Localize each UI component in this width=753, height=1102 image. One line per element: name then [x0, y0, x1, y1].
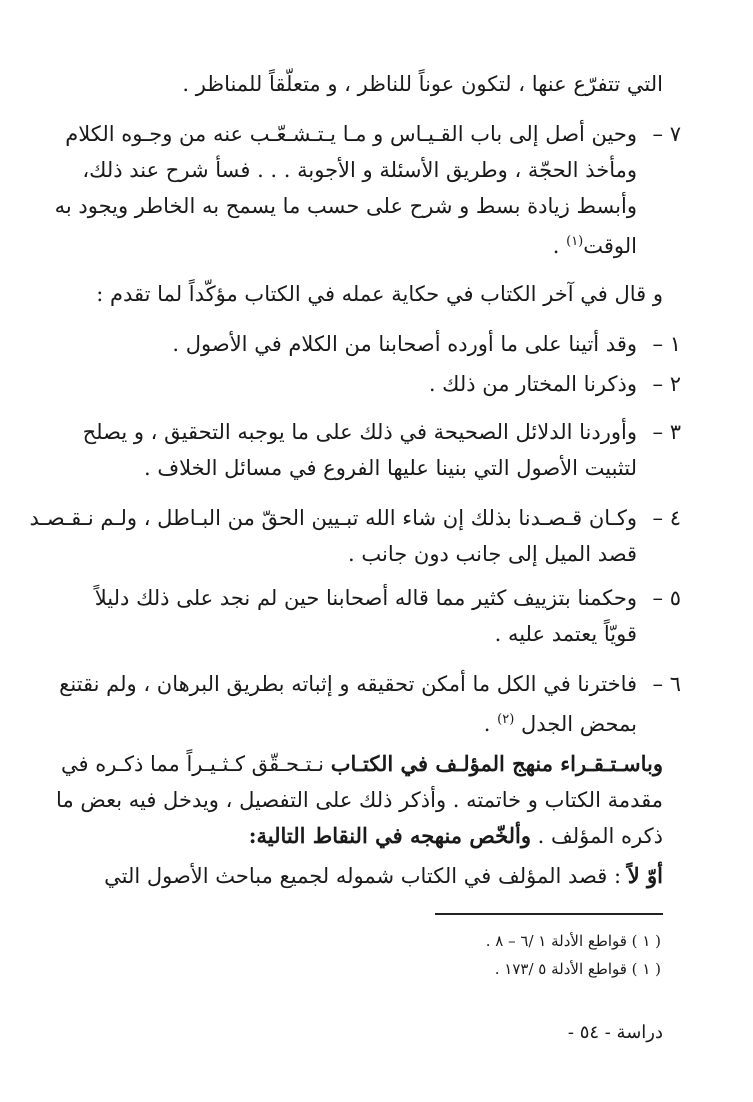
item-number: ١ – — [652, 332, 681, 356]
text-fragment: الوقت — [583, 234, 637, 258]
item-text — [60, 366, 637, 402]
text-line — [60, 746, 663, 782]
text-line: وقد أتينا على ما أورده أصحابنا من الكلام في الأصول . — [172, 332, 637, 356]
text-fragment: نـتـحـقّق كـثـيـراً مما ذكـره في — [61, 752, 331, 776]
list-item-4 — [29, 500, 681, 572]
text-line: ومأخذ الحجّة ، وطريق الأسئلة و الأجوبة . . . فسأ شرح عند ذلك، — [82, 158, 637, 182]
item-text — [60, 326, 637, 362]
text-line: الوقت$^{(١)}$ . — [552, 234, 637, 258]
intro-line: و قال في آخر الكتاب في حكاية عمله في الكتاب مؤكّداً لما تقدم : — [96, 282, 663, 306]
bold-lead: وباسـتـقـراء منهج المؤلـف في الكتـاب — [330, 751, 663, 776]
text-line: فاخترنا في الكل ما أمكن تحقيقه و إثباته بطريق البرهان ، ولم نقتنع — [59, 672, 637, 696]
item-number: ٥ – — [652, 586, 681, 610]
item-number: ٦ – — [652, 672, 681, 696]
item-number: ٣ – — [652, 420, 681, 444]
text-line: وأوردنا الدلائل الصحيحة في ذلك على ما يوجبه التحقيق ، و يصلح — [82, 420, 637, 444]
item-text — [60, 666, 637, 742]
text-fragment: بمحض الجدل — [520, 712, 637, 736]
footnote-ref: (٢) — [497, 712, 515, 727]
item-number: ٤ – — [652, 506, 681, 530]
paragraph-method — [56, 746, 663, 854]
footnote-divider — [435, 913, 663, 915]
bold-lead: أوّ لاً — [627, 863, 663, 888]
footnote-ref: (١) — [566, 234, 584, 249]
text-line — [60, 818, 663, 854]
text-line: بمحض الجدل $^{(٢)}$ . — [483, 712, 637, 736]
text-line: قصد الميل إلى جانب دون جانب . — [348, 542, 637, 566]
footnote-2: ( ١ ) قواطع الأدلة ٥ /١٧٣ . — [494, 960, 661, 978]
item-text — [29, 500, 637, 572]
text-line: قويّاً يعتمد عليه . — [494, 622, 637, 646]
text-line: وأبسط زيادة بسط و شرح على حسب ما يسمح به الخاطر ويجود به — [54, 194, 637, 218]
item-number: ٧ – — [652, 122, 681, 146]
text-line — [60, 858, 663, 894]
text-fragment: : قصد المؤلف في الكتاب شموله لجميع مباحث الأصول التي — [104, 864, 628, 888]
item-number: ٢ – — [652, 372, 681, 396]
footnote-1: ( ١ ) قواطع الأدلة ١ /٦ – ٨ . — [485, 932, 661, 950]
text-fragment: ذكره المؤلف . — [531, 824, 663, 848]
text-line: وحين أصل إلى باب القـيـاس و مـا يـتـشـعّـب عنه من وجـوه الكلام — [65, 122, 637, 146]
paragraph-first-point — [60, 858, 663, 894]
text-line: وكـان قـصـدنا بذلك إن شاء الله تبـيين الحقّ من البـاطل ، ولـم نـقـصـد — [29, 506, 637, 530]
text-line: لتثبيت الأصول التي بنينا عليها الفروع في مسائل الخلاف . — [144, 456, 637, 480]
text-line: مقدمة الكتاب و خاتمته . وأذكر ذلك على التفصيل ، ويدخل فيه بعض ما — [56, 788, 663, 812]
item-text — [60, 414, 637, 486]
list-item-6 — [60, 666, 681, 742]
item-text — [60, 580, 637, 652]
list-item-2 — [60, 366, 681, 402]
page-number: دراسة - ٥٤ - — [567, 1022, 663, 1043]
list-item-3 — [60, 414, 681, 486]
list-item-7 — [54, 116, 681, 264]
item-text — [54, 116, 637, 264]
list-item-1 — [60, 326, 681, 362]
list-item-5 — [60, 580, 681, 652]
text-line: التي تتفرّع عنها ، لتكون عوناً للناظر ، و متعلّقاً للمناظر . — [182, 72, 663, 96]
bold-heading: وألخّص منهجه في النقاط التالية: — [248, 823, 531, 848]
text-line: وذكرنا المختار من ذلك . — [428, 372, 637, 396]
text-line: وحكمنا بتزييف كثير مما قاله أصحابنا حين لم نجد على ذلك دليلاً — [94, 586, 637, 610]
